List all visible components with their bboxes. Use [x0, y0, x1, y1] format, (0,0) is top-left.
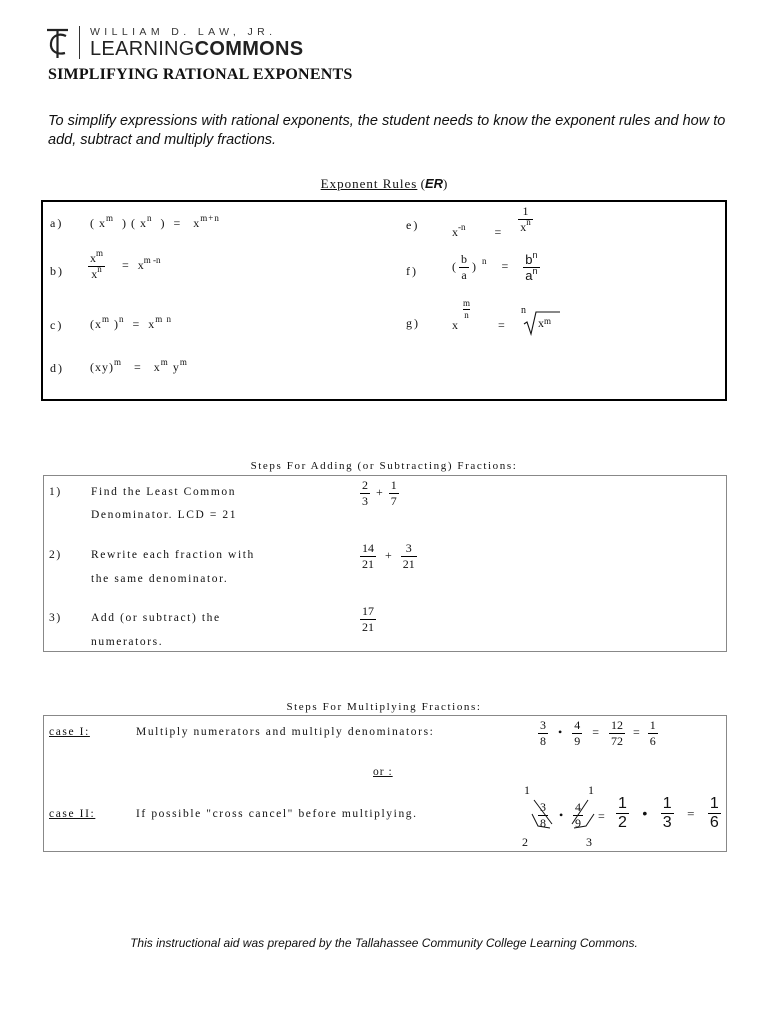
- rule-f-label: f): [406, 264, 418, 278]
- case-2-text: If possible "cross cancel" before multiplying.: [136, 808, 418, 820]
- exponent-rules-heading: Exponent Rules (ER): [320, 176, 448, 191]
- add-step-3-line1: Add (or subtract) the: [91, 612, 221, 624]
- intro-text: To simplify expressions with rational exponents, the student needs to know the exponent rules and how to add, subtract and multiply fractions.: [48, 113, 726, 148]
- logo-line1: WILLIAM D. LAW, JR.: [90, 26, 277, 38]
- case-1-text: Multiply numerators and multiply denominators:: [136, 726, 435, 738]
- rule-a-formula: ( $x^m$ ) ( $x^n$ ) = $x^{m+n}$: [90, 213, 220, 230]
- adding-fractions-heading: Steps For Adding (or Subtracting) Fractions:: [250, 460, 518, 472]
- case-1-example: $\frac{3}{8}$ • $\frac{4}{9}$ = $\frac{12}{72}$ = $\frac{1}{6}$: [540, 718, 656, 748]
- rule-b-label: b): [50, 264, 64, 278]
- case-2-result: $\frac{1}{2}$ • $\frac{1}{3}$ = $\frac{1}{6}$: [618, 795, 719, 831]
- add-step-1-line2: Denominator. LCD = 21: [91, 509, 238, 521]
- rule-e-label: e): [406, 218, 420, 232]
- add-step-3-line2: numerators.: [91, 636, 164, 648]
- rule-g-formula: x: [452, 318, 458, 332]
- rule-d-label: d): [50, 361, 64, 375]
- or-label: or :: [373, 766, 393, 778]
- page-title: SIMPLIFYING RATIONAL EXPONENTS: [48, 66, 353, 83]
- rule-d-formula: $(xy)^m = x^m$ $y^m$: [90, 357, 188, 374]
- logo-divider: [79, 26, 80, 59]
- cancel-top-right: 1: [588, 783, 594, 797]
- add-step-1-line1: Find the Least Common: [91, 486, 237, 498]
- rule-g-equals: =: [498, 318, 505, 332]
- add-step-3-num: 3): [49, 612, 62, 624]
- rule-a-label: a): [50, 216, 64, 230]
- cancel-top-left: 1: [524, 783, 530, 797]
- case-2-dot: •: [559, 808, 564, 822]
- rule-g-label: g): [406, 316, 420, 330]
- add-example-1: $\frac{2}{3}$ + $\frac{1}{7}$: [362, 478, 397, 508]
- cross-cancel-strokes-icon: [528, 796, 598, 832]
- rule-e-formula: $x^{-n}$ = $\frac{1}{x^n}$: [452, 204, 531, 240]
- case-2-label: case II:: [49, 808, 96, 820]
- add-step-2-num: 2): [49, 549, 62, 561]
- add-step-1-num: 1): [49, 486, 62, 498]
- learning-commons-logo-icon: [44, 26, 72, 60]
- footer-note: This instructional aid was prepared by the Tallahassee Community College Learning Commons.: [130, 936, 638, 950]
- case-1-label: case I:: [49, 726, 90, 738]
- case-2-cancel-fraction-a: $\frac{3}{8}$: [540, 800, 546, 830]
- rule-c-formula: ($x^m$ )$^n = x^{m n}$: [90, 314, 173, 331]
- add-step-2-line1: Rewrite each fraction with: [91, 549, 255, 561]
- multiplying-fractions-heading: Steps For Multiplying Fractions:: [286, 701, 482, 713]
- cancel-bottom-right: 3: [586, 835, 592, 849]
- add-example-2: $\frac{14}{21}$ + $\frac{3}{21}$: [362, 541, 415, 571]
- rule-g-root-index: n: [521, 305, 526, 316]
- case-2-equals-1: =: [598, 809, 605, 823]
- rule-b-formula: $\frac{x^m}{x^n}$ = $x^{m -n}$: [90, 248, 161, 281]
- rule-g-exponent: m n: [463, 298, 471, 320]
- logo-line2: LEARNINGCOMMONS: [90, 38, 304, 60]
- rule-g-radicand: $x^m$: [538, 316, 552, 330]
- rule-c-label: c): [50, 318, 64, 332]
- rule-f-formula: ( $\frac{b}{a}$ ) $^n$ = $\frac{b^n}{a^n}$: [452, 250, 538, 283]
- add-step-2-line2: the same denominator.: [91, 573, 229, 585]
- cancel-bottom-left: 2: [522, 835, 528, 849]
- add-example-3: $\frac{17}{21}$: [362, 604, 374, 634]
- case-2-cancel-fraction-b: $\frac{4}{9}$: [575, 800, 581, 830]
